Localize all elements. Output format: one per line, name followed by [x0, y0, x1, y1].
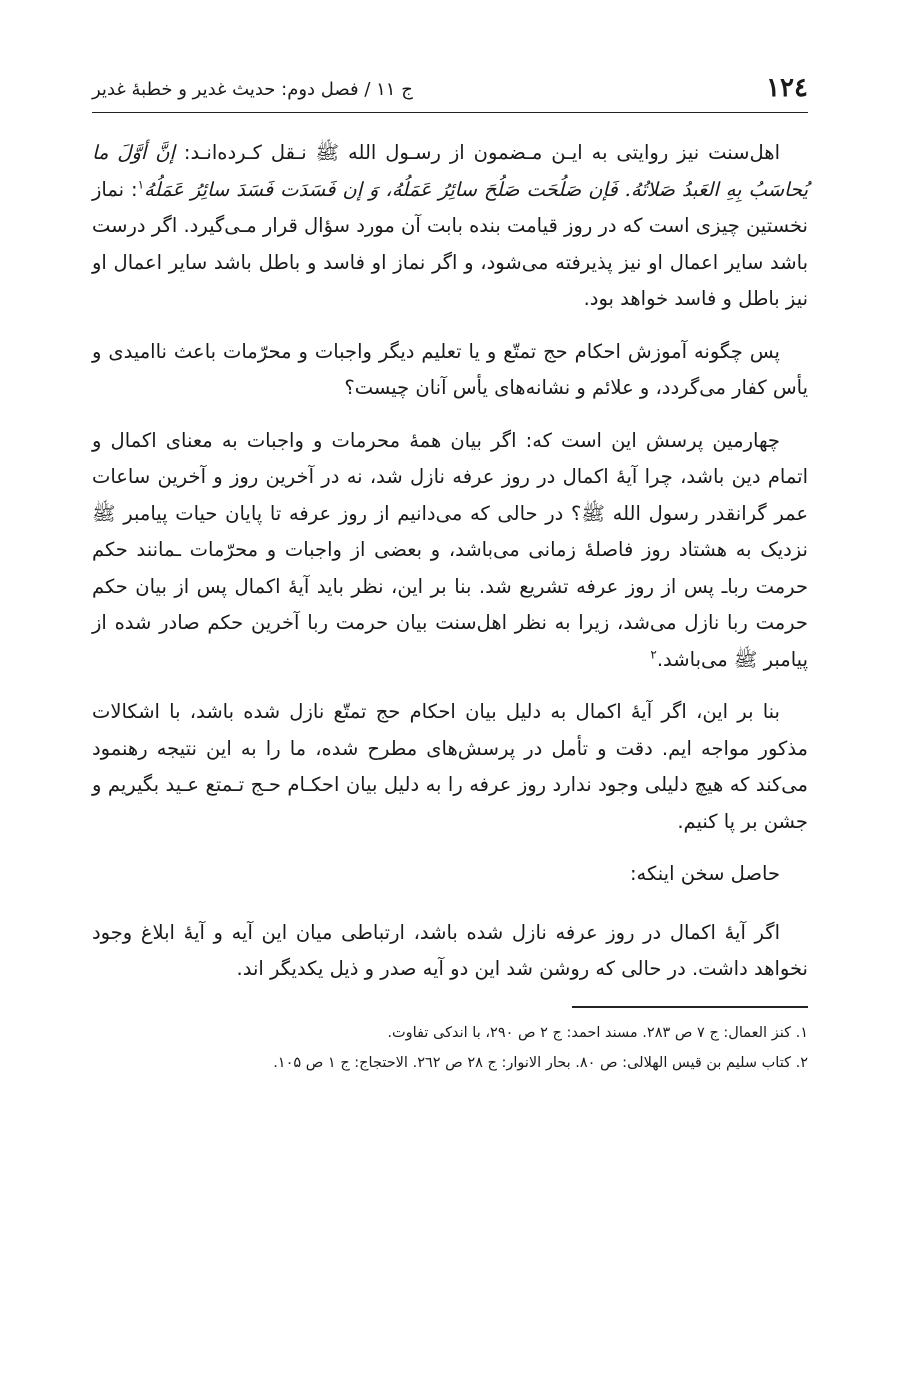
- footnotes: [92, 1018, 808, 1078]
- running-header: [92, 60, 808, 113]
- paragraph-2: پس چگونه آموزش احکام حج تمتّع و یا تعلیم دیگر واجبات و محرّمات باعث ناامیدی و یأس کفار می‌گردد، و علائم و نشانه‌های یأس آنان چیست؟: [92, 339, 808, 399]
- footnote-separator: [572, 1006, 808, 1008]
- footnote-ref-1: ۱: [137, 177, 145, 191]
- paragraph-3: [92, 423, 808, 679]
- footnote-2: ۲. کتاب سلیم بن قیس الهلالی: ص ۸۰. بحار الانوار: ج ۲۸ ص ۲٦۲. الاحتجاج: ج ۱ ص ۱۰۵.: [273, 1054, 808, 1071]
- paragraph-1-rest: : نماز نخستین چیزی است که در روز قیامت بنده بابت آن مورد سؤال قرار مـی‌گیرد. اگر درست باشد سایر اعمال او نیز پذیرفته می‌شود، و اگر نماز او فاسد و باطل باشد سایر اعمال او نیز باطل و فاسد خواهد بود.: [92, 177, 808, 310]
- paragraph-3-text: چهارمین پرسش این است که: اگر بیان همهٔ محرمات و واجبات به معنای اکمال و اتمام دین باشد، چرا آیهٔ اکمال در روز عرفه نازل شد، نه در آخرین روز و آخرین ساعات عمر گرانقدر رسول الله ﷺ؟ در حالی که می‌دانیم از روز عرفه تا پایان حیات پیامبر ﷺ نزدیک به هشتاد روز فاصلهٔ زمانی می‌باشد، و بعضی از واجبات و محرّمات ـمانند حکم حرمت رباـ پس از روز عرفه تشریع شد. بنا بر این، نظر باید آیهٔ اکمال پس از بیان حکم حرمت ربا نازل می‌شد، زیرا به نظر اهل‌سنت بیان حرمت ربا آخرین حکم صادر شده از پیامبر ﷺ می‌باشد.: [92, 428, 808, 671]
- book-page: [92, 60, 808, 1078]
- hadith-quote: إنَّ أوَّلَ ما یُحاسَبُ بِهِ العَبدُ صَلاتُهُ. فَإن صَلُحَت صَلُحَ سائِرُ عَمَلُهُ، وَ إن فَسَدَت فَسَدَ سائِرُ عَمَلُهُ: [92, 141, 808, 201]
- paragraph-1: [92, 135, 808, 318]
- paragraph-6: اگر آیهٔ اکمال در روز عرفه نازل شده باشد، ارتباطی میان این آیه و آیهٔ ابلاغ وجود نخواهد داشت. در حالی که روشن شد این دو آیه صدر و ذیل یکدیگر اند.: [92, 920, 808, 980]
- paragraph-4: بنا بر این، اگر آیهٔ اکمال به دلیل بیان احکام حج تمتّع نازل شده باشد، با اشکالات مذکور مواجه ایم. دقت و تأمل در پرسش‌های مطرح شده، ما را به این نتیجه رهنمود می‌کند که هیچ دلیلی وجود ندارد روز عرفه را به دلیل بیان احکـام حـج تـمتع عـید بگیریم و جشن بر پا کنیم.: [92, 700, 808, 833]
- page-body: [92, 135, 808, 988]
- footnote-ref-2: ۲: [650, 647, 657, 661]
- footnote-1: ۱. کنز العمال: ج ۷ ص ۲۸۳. مسند احمد: ج ۲ ص ۲۹۰، با اندکی تفاوت.: [387, 1024, 808, 1041]
- running-header-title: ج ۱۱ / فصل دوم: حدیث غدیر و خطبهٔ غدیر: [92, 79, 413, 100]
- paragraph-5: حاصل سخن اینکه:: [629, 862, 780, 885]
- paragraph-1-intro: اهل‌سنت نیز روایتی به ایـن مـضمون از رسـول الله ﷺ نـقل کـرده‌انـد:: [174, 141, 780, 164]
- page-number: ۱۲٤: [766, 73, 808, 103]
